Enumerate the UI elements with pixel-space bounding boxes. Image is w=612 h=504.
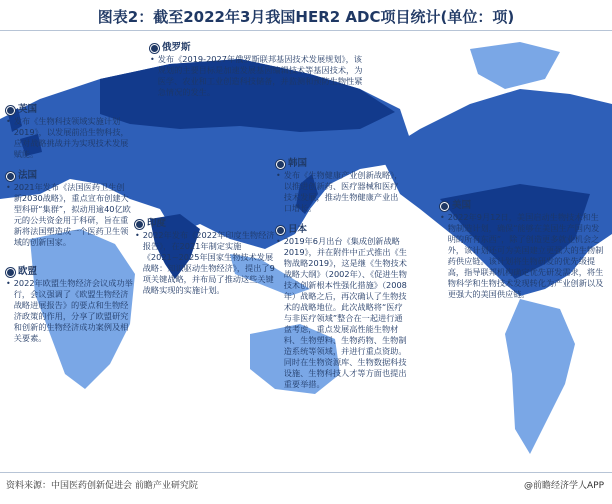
region-eu: 欧盟 • 2022年欧盟生物经济会议成功举行，会议强调了《欧盟生物经济战略进展报告》的要点和生物经济政策的作用，分享了欧盟研究和创新的生物经济成功案例及相关要素。 xyxy=(6,266,136,344)
region-russia: 俄罗斯 • 发布《2019-2027年俄罗斯联邦基因技术发展规划》，该规划的主要目标是加速发展基因编辑技术等基因技术，为医学、农业和工业创造科技储备，并监测和预防生物性紧急情况的发生。 xyxy=(150,42,370,98)
region-text: 2022年9月12日，美国启动生物技术和生物制造计划，确保“能够在美国生产国内发明的所有东西”，除了创造更多就业机会之外，该计划还可为美国建立更强大的生物制药供应链。该计划将生物研发的优先级提高，指导联邦机构确定优先研发需求，将生物科学和生物技术发现转化为产业创新以及更强大的美国供应链。 xyxy=(447,212,604,299)
region-text: 发布《生物科技领域实施计划2019》，以发展前沿生物科技，应对战略挑战并为实现技术发展赋能。 xyxy=(13,116,129,159)
region-text: 发布《2019-2027年俄罗斯联邦基因技术发展规划》，该规划的主要目标是加速发展基因编辑技术等基因技术，为医学、农业和工业创造科技储备，并监测和预防生物性紧急情况的发生。 xyxy=(157,54,363,97)
location-pin-icon xyxy=(6,106,15,115)
location-pin-icon xyxy=(276,160,285,169)
location-pin-icon xyxy=(276,226,285,235)
region-name: 美国 xyxy=(452,200,472,211)
location-pin-icon xyxy=(135,220,144,229)
region-name: 印度 xyxy=(147,218,167,229)
region-name: 韩国 xyxy=(288,158,308,169)
region-text: 2022年发布《2022年印度生物经济报告》，在2021年制定实施《2021~2025年国家生物技术发展战略：知识驱动生物经济》，提出了9项关键战略，并布局了推动这些关键战略实现的实施计划。 xyxy=(142,230,275,295)
south-america-shape xyxy=(505,299,575,454)
location-pin-icon xyxy=(6,172,15,181)
region-name: 日本 xyxy=(288,224,308,235)
region-france: 法国 • 2021年发布《法国医药卫生创新2030战略》，重点宣布创建大型科研“集群”，拟动用逾40亿欧元的公共资金用于科研，旨在重新将法国塑造成一个医药卫生领域的创新国家。 xyxy=(6,170,131,247)
region-uk: 英国 • 发布《生物科技领域实施计划2019》，以发展前沿生物科技，应对战略挑战并为实现技术发展赋能。 xyxy=(6,104,132,160)
region-text: 2022年欧盟生物经济会议成功举行，会议强调了《欧盟生物经济战略进展报告》的要点和生物经济政策的作用，分享了欧盟研究和创新的生物经济成功案例及相关要素。 xyxy=(13,278,133,343)
region-name: 俄罗斯 xyxy=(162,42,191,53)
region-india: 印度 • 2022年发布《2022年印度生物经济报告》，在2021年制定实施《2021~2025年国家生物技术发展战略：知识驱动生物经济》，提出了9项关键战略，并布局了推动这些关键战略实现的实施计划。 xyxy=(135,218,275,295)
source-note: 资料来源：中国医药创新促进会 前瞻产业研究院 xyxy=(6,481,198,491)
region-name: 欧盟 xyxy=(18,266,38,277)
region-usa: 美国 • 2022年9月12日，美国启动生物技术和生物制造计划，确保“能够在美国生产国内发明的所有东西”，除了创造更多就业机会之外，该计划还可为美国建立更强大的生物制药供应链。该计划将生物研发的优先级提高，指导联邦机构确定优先研发需求，将生物科学和生物技术发现转化为产业创新以及更强大的美国供应链。 xyxy=(440,200,604,299)
region-korea: 韩国 • 发布《生物健康产业创新战略》，以推进创新药、医疗器械和医疗技术发展，推动生物健康产业出口增长。 xyxy=(276,158,406,214)
region-text: 发布《生物健康产业创新战略》，以推进创新药、医疗器械和医疗技术发展，推动生物健康产业出口增长。 xyxy=(283,170,403,213)
greenland-shape xyxy=(470,42,560,89)
region-text: 2019年6月出台《集成创新战略2019》，并在附件中正式推出《生物战略2019》，这是继《生物技术战略大纲》（2002年）、《促进生物技术创新根本性强化措施》（2008年）战略之后，再次确认了生物技术的战略地位。此次战略将“医疗与非医疗领域”整合在一起进行通盘考虑，重点发展高性能生物材料、生物塑料、生物药物、生物制造系统等领域，并进行重点资助。同时在生物资源库、生物数据科技设施、生物科技人才等方面也提出重要举措。 xyxy=(283,236,407,389)
footer-divider xyxy=(0,472,612,473)
footer xyxy=(0,474,612,496)
location-pin-icon xyxy=(440,202,449,211)
brand-label: @前瞻经济学人APP xyxy=(523,481,604,491)
region-japan: 日本 • 2019年6月出台《集成创新战略2019》，并在附件中正式推出《生物战略2019》，这是继《生物技术战略大纲》（2002年）、《促进生物技术创新根本性强化措施》（2008年）战略之后，再次确认了生物技术的战略地位。此次战略将“医疗与非医疗领域”整合在一起进行通盘考虑，重点发展高性能生物材料、生物塑料、生物药物、生物制造系统等领域，并进行重点资助。同时在生物资源库、生物数据科技设施、生物科技人才等方面也提出重要举措。 xyxy=(276,224,407,389)
title-divider xyxy=(0,30,612,31)
location-pin-icon xyxy=(6,268,15,277)
region-text: 2021年发布《法国医药卫生创新2030战略》，重点宣布创建大型科研“集群”，拟动用逾40亿欧元的公共资金用于科研，旨在重新将法国塑造成一个医药卫生领域的创新国家。 xyxy=(13,182,131,247)
region-name: 英国 xyxy=(18,104,38,115)
location-pin-icon xyxy=(150,44,159,53)
page-title: 图表2：截至2022年3月我国HER2 ADC项目统计(单位：项) xyxy=(97,8,515,26)
region-name: 法国 xyxy=(18,170,38,181)
